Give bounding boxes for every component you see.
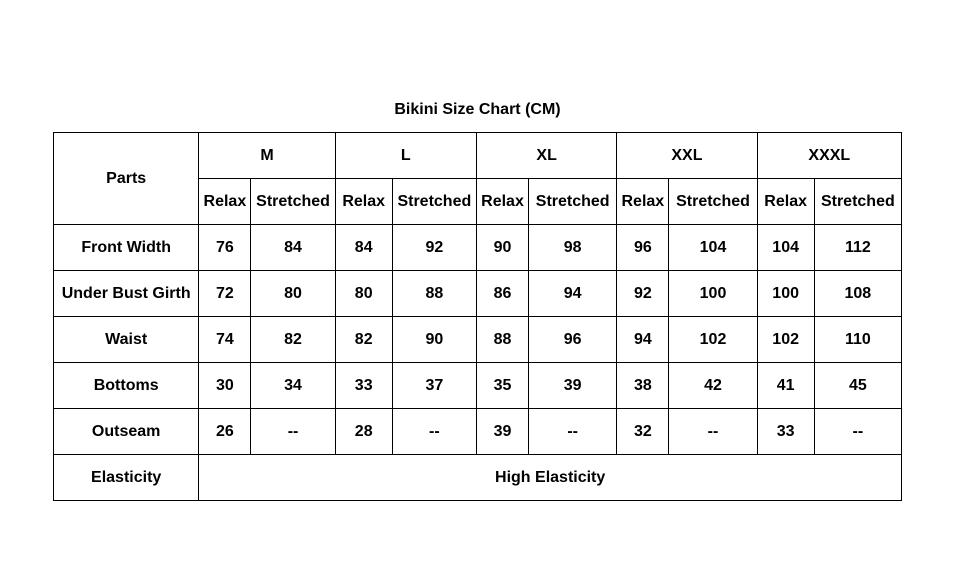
table-cell: 102 xyxy=(669,317,757,363)
row-label: Waist xyxy=(54,317,199,363)
row-label: Outseam xyxy=(54,409,199,455)
relax-header: Relax xyxy=(476,179,528,225)
relax-header: Relax xyxy=(199,179,251,225)
table-cell: 38 xyxy=(617,363,669,409)
size-header-xl: XL xyxy=(476,133,616,179)
table-cell: 92 xyxy=(392,225,476,271)
table-cell: 80 xyxy=(251,271,335,317)
table-cell: 32 xyxy=(617,409,669,455)
table-row xyxy=(54,409,902,455)
relax-header: Relax xyxy=(617,179,669,225)
table-cell: 100 xyxy=(757,271,814,317)
table-cell: 98 xyxy=(529,225,617,271)
table-cell: 42 xyxy=(669,363,757,409)
table-cell: 90 xyxy=(392,317,476,363)
table-cell: 92 xyxy=(617,271,669,317)
table-cell: 39 xyxy=(529,363,617,409)
stretched-header: Stretched xyxy=(814,179,901,225)
table-row xyxy=(54,225,902,271)
table-cell: -- xyxy=(392,409,476,455)
table-cell: 90 xyxy=(476,225,528,271)
parts-header: Parts xyxy=(54,133,199,225)
table-cell: 45 xyxy=(814,363,901,409)
table-cell: 33 xyxy=(757,409,814,455)
size-header-l: L xyxy=(335,133,476,179)
table-cell: -- xyxy=(251,409,335,455)
size-chart-table xyxy=(53,132,902,501)
row-label: Bottoms xyxy=(54,363,199,409)
elasticity-label: Elasticity xyxy=(54,455,199,501)
row-label: Front Width xyxy=(54,225,199,271)
relax-header: Relax xyxy=(757,179,814,225)
stretched-header: Stretched xyxy=(529,179,617,225)
table-cell: 100 xyxy=(669,271,757,317)
table-cell: 88 xyxy=(392,271,476,317)
relax-header: Relax xyxy=(335,179,392,225)
table-cell: 30 xyxy=(199,363,251,409)
elasticity-row xyxy=(54,455,902,501)
size-header-m: M xyxy=(199,133,335,179)
table-row xyxy=(54,363,902,409)
table-cell: 74 xyxy=(199,317,251,363)
table-cell: 33 xyxy=(335,363,392,409)
table-cell: 26 xyxy=(199,409,251,455)
table-cell: 34 xyxy=(251,363,335,409)
table-cell: 76 xyxy=(199,225,251,271)
stretched-header: Stretched xyxy=(392,179,476,225)
table-cell: 94 xyxy=(617,317,669,363)
stretched-header: Stretched xyxy=(251,179,335,225)
table-cell: 84 xyxy=(251,225,335,271)
row-label: Under Bust Girth xyxy=(54,271,199,317)
table-cell: 108 xyxy=(814,271,901,317)
table-row xyxy=(54,271,902,317)
size-header-xxxl: XXXL xyxy=(757,133,901,179)
table-cell: 28 xyxy=(335,409,392,455)
table-cell: 39 xyxy=(476,409,528,455)
table-cell: 104 xyxy=(669,225,757,271)
table-cell: 104 xyxy=(757,225,814,271)
table-cell: 82 xyxy=(251,317,335,363)
elasticity-value: High Elasticity xyxy=(199,455,902,501)
table-cell: 41 xyxy=(757,363,814,409)
chart-title: Bikini Size Chart (CM) xyxy=(394,101,561,118)
table-cell: 72 xyxy=(199,271,251,317)
table-cell: 96 xyxy=(529,317,617,363)
table-cell: -- xyxy=(814,409,901,455)
table-cell: 35 xyxy=(476,363,528,409)
size-header-row xyxy=(54,133,902,179)
table-cell: 110 xyxy=(814,317,901,363)
table-cell: 86 xyxy=(476,271,528,317)
table-cell: -- xyxy=(529,409,617,455)
stretched-header: Stretched xyxy=(669,179,757,225)
size-header-xxl: XXL xyxy=(617,133,757,179)
table-cell: 102 xyxy=(757,317,814,363)
table-cell: 94 xyxy=(529,271,617,317)
table-cell: 37 xyxy=(392,363,476,409)
table-cell: 96 xyxy=(617,225,669,271)
table-cell: 80 xyxy=(335,271,392,317)
table-cell: -- xyxy=(669,409,757,455)
table-row xyxy=(54,317,902,363)
table-cell: 112 xyxy=(814,225,901,271)
table-cell: 84 xyxy=(335,225,392,271)
table-cell: 82 xyxy=(335,317,392,363)
table-cell: 88 xyxy=(476,317,528,363)
